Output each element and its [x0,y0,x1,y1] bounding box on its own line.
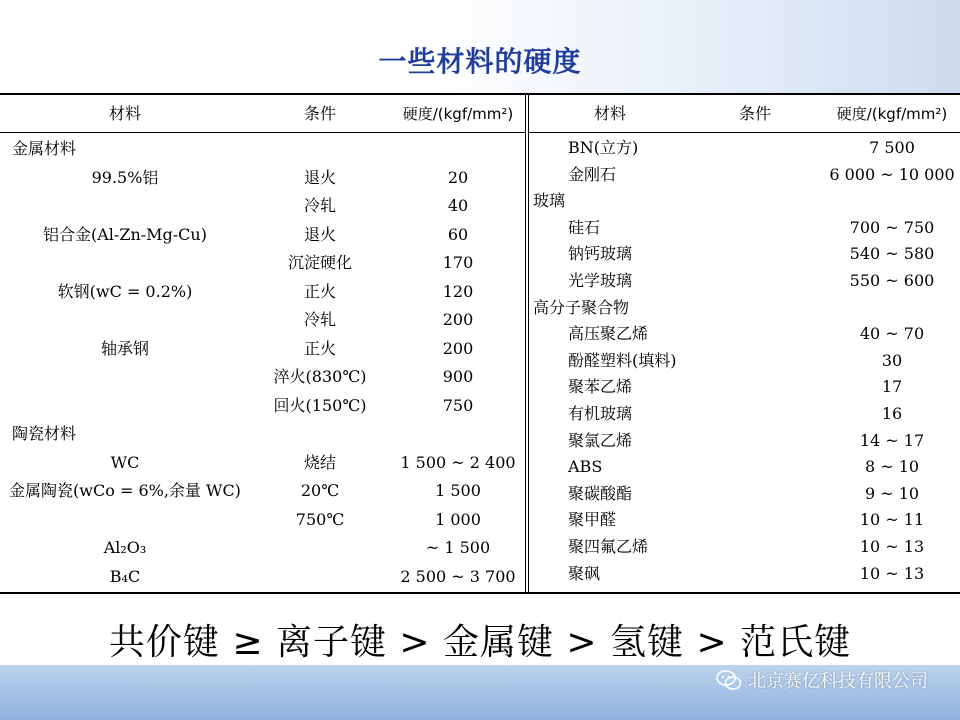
section-label: 金属材料 [12,139,77,158]
material-name: 软钢(wC = 0.2%) [57,282,193,301]
material-name: 聚四氟乙烯 [568,537,649,556]
material-name: 轴承钢 [100,339,149,358]
hardness-value: 2 500 ~ 3 700 [400,567,516,586]
wechat-icon [716,669,742,691]
hardness-value: 200 [442,339,474,358]
hardness-value: 1 500 ~ 2 400 [400,453,516,472]
left-header-material: 材料 [108,104,141,123]
condition: 20℃ [300,481,340,500]
material-name: BN(立方) [568,138,639,157]
hardness-value: 8 ~ 10 [864,457,920,476]
material-name: WC [110,453,140,472]
page-title: 一些材料的硬度 [378,45,582,78]
material-name: 高压聚乙烯 [568,324,649,343]
condition: 冷轧 [303,310,336,329]
right-header-condition: 条件 [738,104,771,123]
hardness-value: 17 [881,377,903,396]
material-name: 光学玻璃 [568,271,633,290]
hardness-value: 540 ~ 580 [849,244,935,263]
watermark-text: 北京赛亿科技有限公司 [748,671,928,692]
condition: 淬火(830℃) [273,367,367,386]
material-name: 99.5%铝 [91,168,159,187]
material-name: 铝合金(Al-Zn-Mg-Cu) [43,225,207,244]
condition: 烧结 [303,453,336,472]
hardness-value: 40 ~ 70 [859,324,925,343]
condition: 退火 [303,225,336,244]
hardness-value: ~ 1 500 [425,538,491,557]
hardness-value: 1 000 [435,510,481,529]
hardness-value: 7 500 [869,138,915,157]
hardness-value: 14 ~ 17 [859,431,925,450]
hardness-value: 10 ~ 13 [859,564,925,583]
hardness-value: 200 [442,310,474,329]
hardness-value: 20 [447,168,469,187]
condition: 正火 [303,339,336,358]
hardness-value: 40 [447,196,469,215]
material-name: 聚甲醛 [568,510,617,529]
hardness-value: 9 ~ 10 [864,484,920,503]
watermark [716,667,928,693]
condition: 沉淀硬化 [287,253,352,272]
hardness-table [0,93,960,594]
section-label: 玻璃 [533,191,566,210]
section-label: 陶瓷材料 [12,424,77,443]
material-name: 金刚石 [568,165,617,184]
hardness-value: 550 ~ 600 [849,271,935,290]
hardness-value: 30 [881,351,903,370]
condition: 正火 [303,282,336,301]
material-name: 钠钙玻璃 [568,244,633,263]
hardness-value: 1 500 [435,481,481,500]
material-name: 硅石 [568,218,601,237]
column-divider [525,95,529,592]
hardness-value: 750 [442,396,474,415]
hardness-value: 10 ~ 13 [859,537,925,556]
bond-strength-order: 共价键 ≥ 离子键 > 金属键 > 氢键 > 范氏键 [108,622,852,663]
material-name: B₄C [109,567,141,586]
material-name: ABS [568,457,603,476]
material-name: 酚醛塑料(填料) [568,351,677,370]
right-header-hardness: 硬度/(kgf/mm²) [836,105,948,123]
hardness-value: 900 [442,367,474,386]
hardness-value: 6 000 ~ 10 000 [829,165,955,184]
condition: 回火(150℃) [273,396,367,415]
material-name: Al₂O₃ [103,538,147,557]
section-label: 高分子聚合物 [533,298,630,317]
material-name: 聚砜 [568,564,601,583]
material-name: 聚碳酸酯 [568,484,633,503]
left-header-hardness: 硬度/(kgf/mm²) [402,105,514,123]
hardness-value: 170 [442,253,474,272]
hardness-value: 700 ~ 750 [849,218,935,237]
left-header-condition: 条件 [303,104,336,123]
material-name: 有机玻璃 [568,404,633,423]
hardness-value: 16 [881,404,903,423]
condition: 750℃ [295,510,345,529]
hardness-value: 10 ~ 11 [859,510,925,529]
right-header-rule [529,132,960,133]
hardness-value: 120 [442,282,474,301]
right-header-material: 材料 [593,104,626,123]
material-name: 聚苯乙烯 [568,377,633,396]
material-name: 金属陶瓷(wCo = 6%,余量 WC) [9,481,241,500]
condition: 冷轧 [303,196,336,215]
condition: 退火 [303,168,336,187]
left-header-rule [0,132,525,133]
material-name: 聚氯乙烯 [568,431,633,450]
hardness-value: 60 [447,225,469,244]
